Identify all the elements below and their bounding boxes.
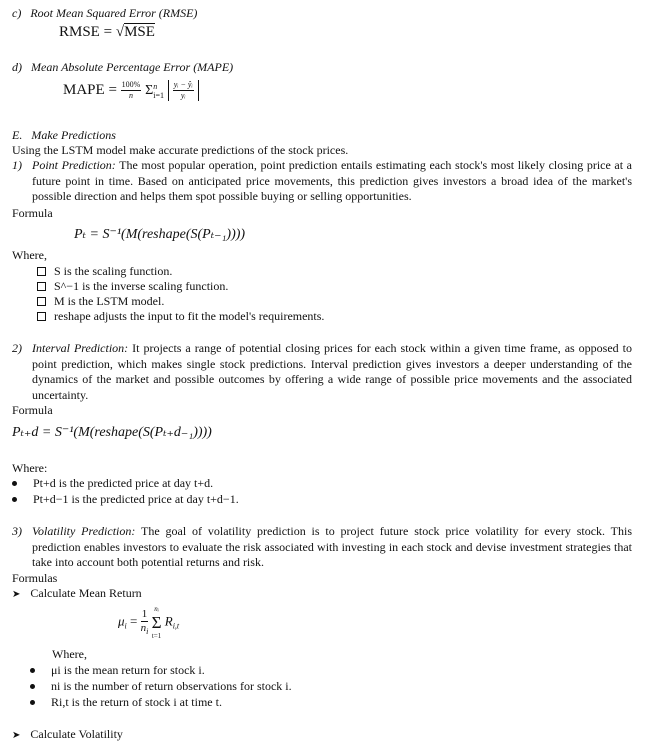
volatility-marker: 3) <box>12 524 22 538</box>
mape-heading <box>12 60 233 76</box>
rmse-heading-text: Root Mean Squared Error (RMSE) <box>30 6 198 20</box>
interval-bullet-list <box>12 476 239 508</box>
step-2-label: Calculate Volatility <box>30 727 123 741</box>
point-marker: 1) <box>12 158 22 172</box>
list-item-text: Pt+d−1 is the predicted price at day t+d−1. <box>33 492 239 506</box>
square-bullet-icon <box>37 297 46 306</box>
list-item <box>37 279 324 294</box>
mape-heading-text: Mean Absolute Percentage Error (MAPE) <box>31 60 234 74</box>
mape-frac-den: n <box>128 91 133 100</box>
section-e-heading <box>12 128 116 144</box>
interval-title: Interval Prediction: <box>32 341 129 355</box>
mape-abs <box>168 80 199 101</box>
section-e-intro: Using the LSTM model make accurate predictions of the stock prices. <box>12 143 349 157</box>
list-item <box>37 309 324 324</box>
point-where-label: Where, <box>12 248 47 262</box>
arrow-bullet-icon: ➤ <box>12 589 21 600</box>
mape-abs-den: yᵢ <box>180 91 186 100</box>
dot-bullet-icon <box>30 700 35 705</box>
square-bullet-icon <box>37 267 46 276</box>
mape-lhs: MAPE <box>63 81 105 98</box>
mean-term-sub: i,t <box>172 621 180 631</box>
mean-lhs-sub: i <box>124 621 127 631</box>
mean-fraction <box>141 608 149 638</box>
list-item <box>30 695 292 711</box>
volatility-paragraph <box>32 524 632 571</box>
volatility-step-2 <box>12 727 123 743</box>
list-item <box>37 264 324 279</box>
mape-sum-sub: i=1 <box>153 90 164 100</box>
list-item-text: reshape adjusts the input to fit the model's requirements. <box>54 309 325 323</box>
dot-bullet-icon <box>30 668 35 673</box>
rmse-lhs: RMSE <box>59 24 100 40</box>
list-item-text: M is the LSTM model. <box>54 294 165 308</box>
rmse-rhs: MSE <box>124 24 155 40</box>
interval-marker: 2) <box>12 341 22 355</box>
mape-eq: = <box>108 81 117 98</box>
point-text: The most popular operation, point prediction entails estimating each stock's most likely closing price at a future point in time. Based on anticipated price movements, this prediction gives investors a broad idea of the market's possible direction and helps them spot possible buying or selling opportunities. <box>32 158 632 204</box>
volatility-formulas-label: Formulas <box>12 571 58 585</box>
volatility-bullet-list <box>30 663 292 711</box>
dot-bullet-icon <box>12 497 17 502</box>
mape-sum-sup: n <box>153 81 158 91</box>
square-bullet-icon <box>37 312 46 321</box>
point-title: Point Prediction: <box>32 158 116 172</box>
mean-sum-sub: t=1 <box>151 632 162 640</box>
mean-return-formula <box>118 604 179 641</box>
mape-fraction <box>121 80 142 101</box>
square-bullet-icon <box>37 282 46 291</box>
volatility-title: Volatility Prediction: <box>32 524 136 538</box>
dot-bullet-icon <box>30 684 35 689</box>
point-paragraph <box>32 158 632 205</box>
list-item-text: S^−1 is the inverse scaling function. <box>54 279 229 293</box>
point-formula-label: Formula <box>12 206 53 220</box>
point-formula: Pₜ = S⁻¹(M(reshape(S(Pₜ₋₁)))) <box>74 227 246 242</box>
point-bullet-list <box>37 264 324 324</box>
interval-text: It projects a range of potential closing prices for each stock within a given time frame, as opposed to point prediction, which makes single stock predictions. Interval prediction gives investors a deeper understanding of the dynamics of the market and possible outcomes by offering a wide range of possible price movements and the associated uncertainty. <box>32 341 632 402</box>
list-item <box>12 492 239 508</box>
interval-paragraph <box>32 341 632 403</box>
list-item-text: Ri,t is the return of stock i at time t. <box>51 695 222 709</box>
volatility-where-label: Where, <box>52 647 87 661</box>
interval-where-label: Where: <box>12 461 48 475</box>
mape-abs-num: yᵢ − ŷᵢ <box>173 80 193 89</box>
mape-frac-num: 100% <box>121 80 141 89</box>
section-e-marker: E. <box>12 128 23 142</box>
mean-den-sub: i <box>146 626 149 636</box>
rmse-heading <box>12 6 197 22</box>
list-item <box>37 294 324 309</box>
interval-formula-label: Formula <box>12 403 53 417</box>
list-item-text: Pt+d is the predicted price at day t+d. <box>33 476 214 490</box>
mean-den-text: n <box>140 621 147 634</box>
mean-frac-den <box>141 622 149 638</box>
mape-formula <box>63 80 199 101</box>
volatility-step-1 <box>12 586 142 602</box>
list-item-text: μi is the mean return for stock i. <box>51 663 205 677</box>
rmse-eq: = <box>103 24 113 40</box>
list-item <box>12 476 239 492</box>
mean-lhs: μ <box>118 613 125 629</box>
rmse-formula <box>59 23 155 43</box>
mean-eq: = <box>130 613 138 629</box>
list-item-text: S is the scaling function. <box>54 264 173 278</box>
mean-term: R <box>164 613 173 629</box>
mean-sum-sup: nᵢ <box>154 605 159 613</box>
section-e-title: Make Predictions <box>31 128 116 142</box>
rmse-sqrt: √ <box>115 24 125 40</box>
mape-sum: Σ <box>145 82 154 98</box>
rmse-heading-marker: c) <box>12 6 22 20</box>
list-item <box>30 663 292 679</box>
mape-heading-marker: d) <box>12 60 22 74</box>
arrow-bullet-icon: ➤ <box>12 730 21 741</box>
mean-sum <box>152 604 162 641</box>
mean-frac-num: 1 <box>141 607 148 620</box>
step-1-label: Calculate Mean Return <box>30 586 142 600</box>
dot-bullet-icon <box>12 481 17 486</box>
list-item-text: ni is the number of return observations for stock i. <box>51 679 292 693</box>
list-item <box>30 679 292 695</box>
interval-formula: Pₜ₊d = S⁻¹(M(reshape(S(Pₜ₊d₋₁)))) <box>12 425 212 440</box>
mean-sum-symbol: Σ <box>151 613 162 632</box>
volatility-text: The goal of volatility prediction is to project future stock price volatility for every stock. This prediction enables investors to evaluate the risk associated with investing in each stock and devise investment strategies that take into account both potential returns and risk. <box>32 524 632 570</box>
